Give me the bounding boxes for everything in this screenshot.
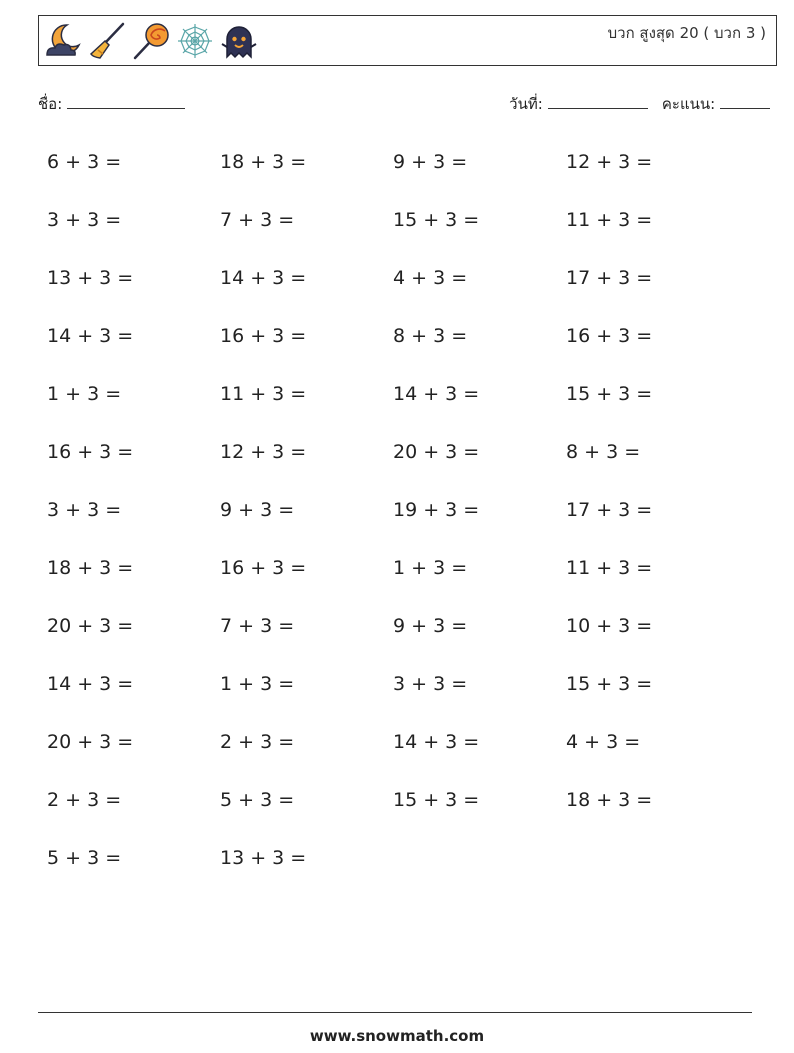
footer-divider	[38, 1012, 752, 1013]
problem-item: 12 + 3 =	[566, 151, 653, 173]
name-blank[interactable]	[67, 94, 185, 109]
problem-item: 15 + 3 =	[566, 673, 653, 695]
problem-item: 14 + 3 =	[393, 383, 480, 405]
problem-item: 15 + 3 =	[393, 209, 480, 231]
lollipop-icon	[131, 21, 171, 61]
problem-item: 17 + 3 =	[566, 499, 653, 521]
problem-item: 12 + 3 =	[220, 441, 307, 463]
ghost-icon	[219, 21, 259, 61]
problem-item: 14 + 3 =	[47, 673, 134, 695]
problem-item: 14 + 3 =	[393, 731, 480, 753]
problem-item: 11 + 3 =	[566, 557, 653, 579]
problem-item: 15 + 3 =	[566, 383, 653, 405]
problem-item: 14 + 3 =	[47, 325, 134, 347]
problem-item: 17 + 3 =	[566, 267, 653, 289]
header-box	[38, 15, 777, 66]
date-score-fields	[509, 92, 770, 116]
problem-item: 16 + 3 =	[220, 557, 307, 579]
problem-item: 7 + 3 =	[220, 615, 295, 637]
problem-item: 3 + 3 =	[47, 209, 122, 231]
problem-item: 20 + 3 =	[393, 441, 480, 463]
problem-grid	[47, 133, 739, 887]
score-blank[interactable]	[720, 94, 770, 109]
score-label: คะแนน:	[661, 95, 716, 113]
date-blank[interactable]	[548, 94, 648, 109]
problem-item: 1 + 3 =	[47, 383, 122, 405]
footer-url: www.snowmath.com	[309, 1027, 485, 1045]
problem-item: 13 + 3 =	[220, 847, 307, 869]
problem-item: 1 + 3 =	[220, 673, 295, 695]
problem-item: 16 + 3 =	[566, 325, 653, 347]
broom-icon	[87, 21, 127, 61]
problem-item: 9 + 3 =	[220, 499, 295, 521]
date-label: วันที่:	[509, 95, 543, 113]
icon-strip	[43, 21, 259, 61]
problem-item: 15 + 3 =	[393, 789, 480, 811]
problem-item: 16 + 3 =	[220, 325, 307, 347]
problem-item: 13 + 3 =	[47, 267, 134, 289]
moon-cloud-icon	[43, 21, 83, 61]
problem-item: 9 + 3 =	[393, 615, 468, 637]
problem-item: 4 + 3 =	[566, 731, 641, 753]
problem-item: 3 + 3 =	[393, 673, 468, 695]
name-field	[38, 92, 185, 116]
problem-item: 16 + 3 =	[47, 441, 134, 463]
problem-item: 6 + 3 =	[47, 151, 122, 173]
problem-item: 10 + 3 =	[566, 615, 653, 637]
problem-item: 20 + 3 =	[47, 615, 134, 637]
problem-item: 18 + 3 =	[47, 557, 134, 579]
problem-item: 3 + 3 =	[47, 499, 122, 521]
name-label: ชื่อ:	[38, 95, 63, 113]
problem-item: 20 + 3 =	[47, 731, 134, 753]
problem-item: 5 + 3 =	[47, 847, 122, 869]
problem-item: 4 + 3 =	[393, 267, 468, 289]
problem-item: 14 + 3 =	[220, 267, 307, 289]
problem-item: 5 + 3 =	[220, 789, 295, 811]
problem-item: 11 + 3 =	[220, 383, 307, 405]
problem-item: 18 + 3 =	[220, 151, 307, 173]
problem-item: 8 + 3 =	[393, 325, 468, 347]
problem-item: 2 + 3 =	[47, 789, 122, 811]
spider-web-icon	[175, 21, 215, 61]
problem-item: 8 + 3 =	[566, 441, 641, 463]
problem-item: 11 + 3 =	[566, 209, 653, 231]
worksheet-title: บวก สูงสุด 20 ( บวก 3 )	[607, 24, 766, 42]
problem-item: 9 + 3 =	[393, 151, 468, 173]
problem-item: 19 + 3 =	[393, 499, 480, 521]
problem-item: 18 + 3 =	[566, 789, 653, 811]
problem-item: 7 + 3 =	[220, 209, 295, 231]
problem-item: 1 + 3 =	[393, 557, 468, 579]
problem-item: 2 + 3 =	[220, 731, 295, 753]
